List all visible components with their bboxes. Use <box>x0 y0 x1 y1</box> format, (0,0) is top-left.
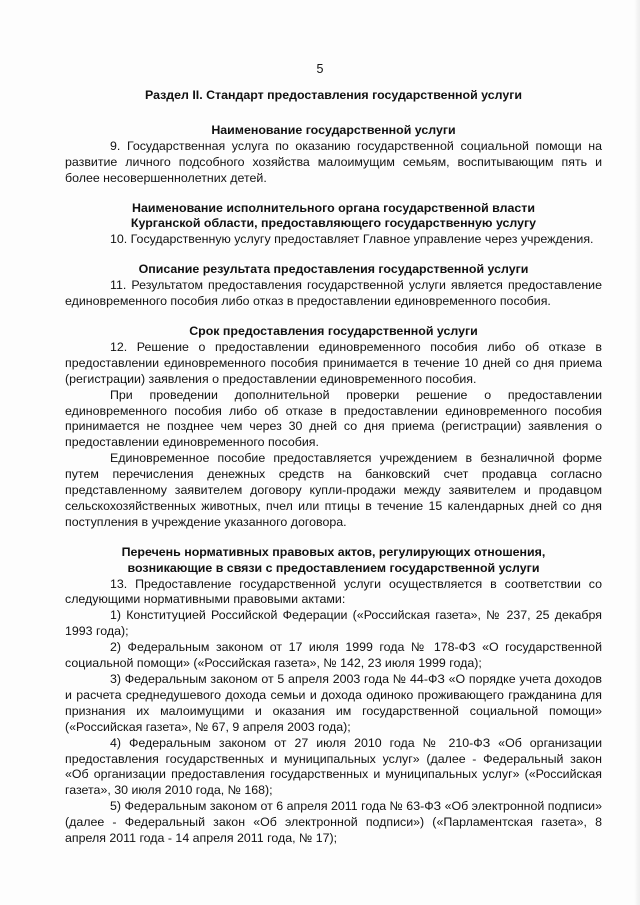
list-item: 5) Федеральным законом от 6 апреля 2011 года № 63-ФЗ «Об электронной подписи» (далее - Федеральный закон «Об электронной подписи») («Парламентская газета», 8 апреля 2011 года - 14 апреля 2011 года, № 17); <box>65 799 602 846</box>
paragraph-12-additional-check: При проведении дополнительной проверки решение о предоставлении единовременного пособия либо об отказе в предоставлении единовременного пособия принимается не позднее чем через 30 дней со дня приема (регистрации) заявления о предоставлении единовременного пособия. <box>65 387 602 450</box>
heading-acts-line1: Перечень нормативных правовых актов, регулирующих отношения, <box>121 544 546 559</box>
paragraph-13: 13. Предоставление государственной услуги осуществляется в соответствии со следующими нормативными правовыми актами: <box>65 576 602 607</box>
heading-term: Срок предоставления государственной услуги <box>189 323 478 338</box>
list-item: 2) Федеральным законом от 17 июля 1999 года № 178-ФЗ «О государственной социальной помощи» («Российская газета», № 142, 23 июля 1999 года); <box>65 640 602 671</box>
heading-authority-line1: Наименование исполнительного органа государственной власти <box>132 200 535 215</box>
list-item: 3) Федеральным законом от 5 апреля 2003 года № 44-ФЗ «О порядке учета доходов и расчета среднедушевого дохода семьи и дохода одиноко проживающего гражданина для признания их малоимущими и оказания им государственной социальной помощи» («Российская газета», № 67, 9 апреля 2003 года); <box>65 672 602 734</box>
paragraph-10: 10. Государственную услугу предоставляет Главное управление через учреждения. <box>110 232 594 247</box>
heading-naming: Наименование государственной услуги <box>211 122 456 137</box>
heading-acts-line2: возникающие в связи с предоставлением государственной услуги <box>127 560 540 575</box>
paragraph-9: 9. Государственная услуга по оказанию государственной социальной помощи на развитие личного подсобного хозяйства малоимущим семьям, воспитывающим пять и более несовершеннолетних детей. <box>65 138 602 185</box>
heading-authority-line2: Курганской области, предоставляющего государственную услугу <box>130 216 537 231</box>
document-body <box>65 88 602 847</box>
paragraph-11: 11. Результатом предоставления государственной услуги является предоставление единовременного пособия либо отказ в предоставлении единовременного пособия. <box>65 278 602 309</box>
list-item: 4) Федеральным законом от 27 июля 2010 года № 210-ФЗ «Об организации предоставления государственных и муниципальных услуг» (далее - Федеральный закон «Об организации предоставления государственных и муниципальных услуг» («Российская газета», 30 июля 2010 года, № 168); <box>65 735 602 798</box>
list-item: 1) Конституцией Российской Федерации («Российская газета», № 237, 25 декабря 1993 года); <box>65 608 602 639</box>
scan-edge-shadow <box>634 0 640 905</box>
heading-result: Описание результата предоставления государственной услуги <box>138 262 529 277</box>
page-number: 5 <box>316 62 324 76</box>
paragraph-12: 12. Решение о предоставлении единовременного пособия либо об отказе в предоставлении единовременного пособия принимается в течение 10 дней со дня приема (регистрации) заявления о предоставлении единовременного пособия. <box>65 339 602 386</box>
section-title: Раздел II. Стандарт предоставления государственной услуги <box>144 88 523 102</box>
paragraph-12-payment: Единовременное пособие предоставляется учреждением в безналичной форме путем перечисления денежных средств на банковский счет продавца согласно представленному заявителем договору купли-продажи между заявителем и продавцом сельскохозяйственных животных, пчел или птицы в течение 15 календарных дней со дня поступления в учреждение указанного договора. <box>65 451 602 529</box>
